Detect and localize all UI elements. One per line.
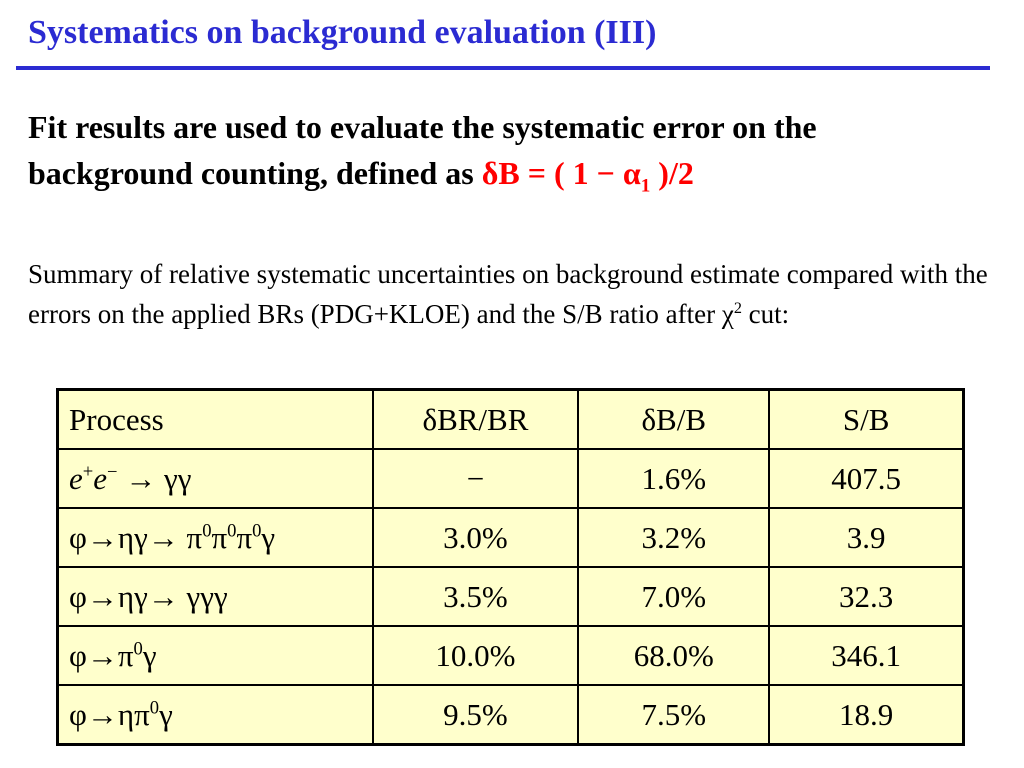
db-b-cell: 7.5% — [578, 685, 769, 745]
dbr-br-cell: − — [373, 449, 578, 508]
s-b-cell: 407.5 — [769, 449, 963, 508]
process-part: γ — [261, 519, 276, 555]
db-b-cell: 1.6% — [578, 449, 769, 508]
process-sup: 0 — [227, 520, 237, 542]
process-part: φ→ηγ→ γγγ — [69, 578, 228, 614]
process-part: φ→ηπ — [69, 696, 150, 732]
formula-subscript: 1 — [640, 175, 651, 197]
summary-paragraph — [28, 254, 998, 334]
systematics-table — [56, 388, 965, 746]
table-row — [58, 626, 964, 685]
process-part: φ→π — [69, 637, 134, 673]
process-part: φ→ηγ→ π — [69, 519, 203, 555]
process-sup: 0 — [149, 697, 160, 719]
process-part: γ — [142, 637, 157, 673]
process-part: e — [69, 460, 83, 496]
title-underline — [16, 66, 990, 70]
s-b-cell: 18.9 — [769, 685, 963, 745]
dbr-br-cell: 3.5% — [373, 567, 578, 626]
table-row — [58, 449, 964, 508]
process-cell — [58, 567, 373, 626]
process-sup: 0 — [133, 638, 143, 660]
error-formula — [481, 155, 694, 197]
process-sup: 0 — [202, 520, 212, 542]
db-b-cell: 68.0% — [578, 626, 769, 685]
db-b-cell: 7.0% — [578, 567, 769, 626]
dbr-br-cell: 9.5% — [373, 685, 578, 745]
table-row — [58, 685, 964, 745]
process-sup: 0 — [252, 520, 262, 542]
formula-lhs: δB = ( 1 − α — [481, 155, 641, 191]
process-cell — [58, 449, 373, 508]
s-b-cell: 32.3 — [769, 567, 963, 626]
db-b-cell: 3.2% — [578, 508, 769, 567]
header-process: Process — [58, 390, 373, 450]
dbr-br-cell: 10.0% — [373, 626, 578, 685]
header-s-b: S/B — [769, 390, 963, 450]
header-dbr-br: δBR/BR — [373, 390, 578, 450]
header-db-b: δB/B — [578, 390, 769, 450]
table-row — [58, 508, 964, 567]
formula-rhs: )/2 — [650, 155, 694, 191]
summary-superscript: 2 — [733, 299, 742, 317]
process-part: π — [236, 519, 253, 555]
process-part: → γγ — [117, 460, 192, 496]
s-b-cell: 3.9 — [769, 508, 963, 567]
process-cell — [58, 626, 373, 685]
process-part: π — [211, 519, 228, 555]
table-row — [58, 567, 964, 626]
lead-text: Fit results are used to evaluate the systematic error on the background counting, defined as — [28, 109, 817, 191]
s-b-cell: 346.1 — [769, 626, 963, 685]
process-part: γ — [159, 696, 173, 732]
process-sup: + — [82, 461, 94, 483]
summary-text: Summary of relative systematic uncertainties on background estimate compared with the errors on the applied BRs (PDG+KLOE) and the S/B ratio after χ — [28, 259, 988, 329]
process-cell — [58, 685, 373, 745]
summary-tail: cut: — [741, 299, 790, 329]
process-cell — [58, 508, 373, 567]
table-header-row — [58, 390, 964, 450]
process-part: e — [93, 460, 108, 496]
page-title: Systematics on background evaluation (III) — [28, 14, 657, 51]
lead-paragraph — [28, 104, 988, 196]
dbr-br-cell: 3.0% — [373, 508, 578, 567]
process-sup: − — [107, 461, 118, 483]
